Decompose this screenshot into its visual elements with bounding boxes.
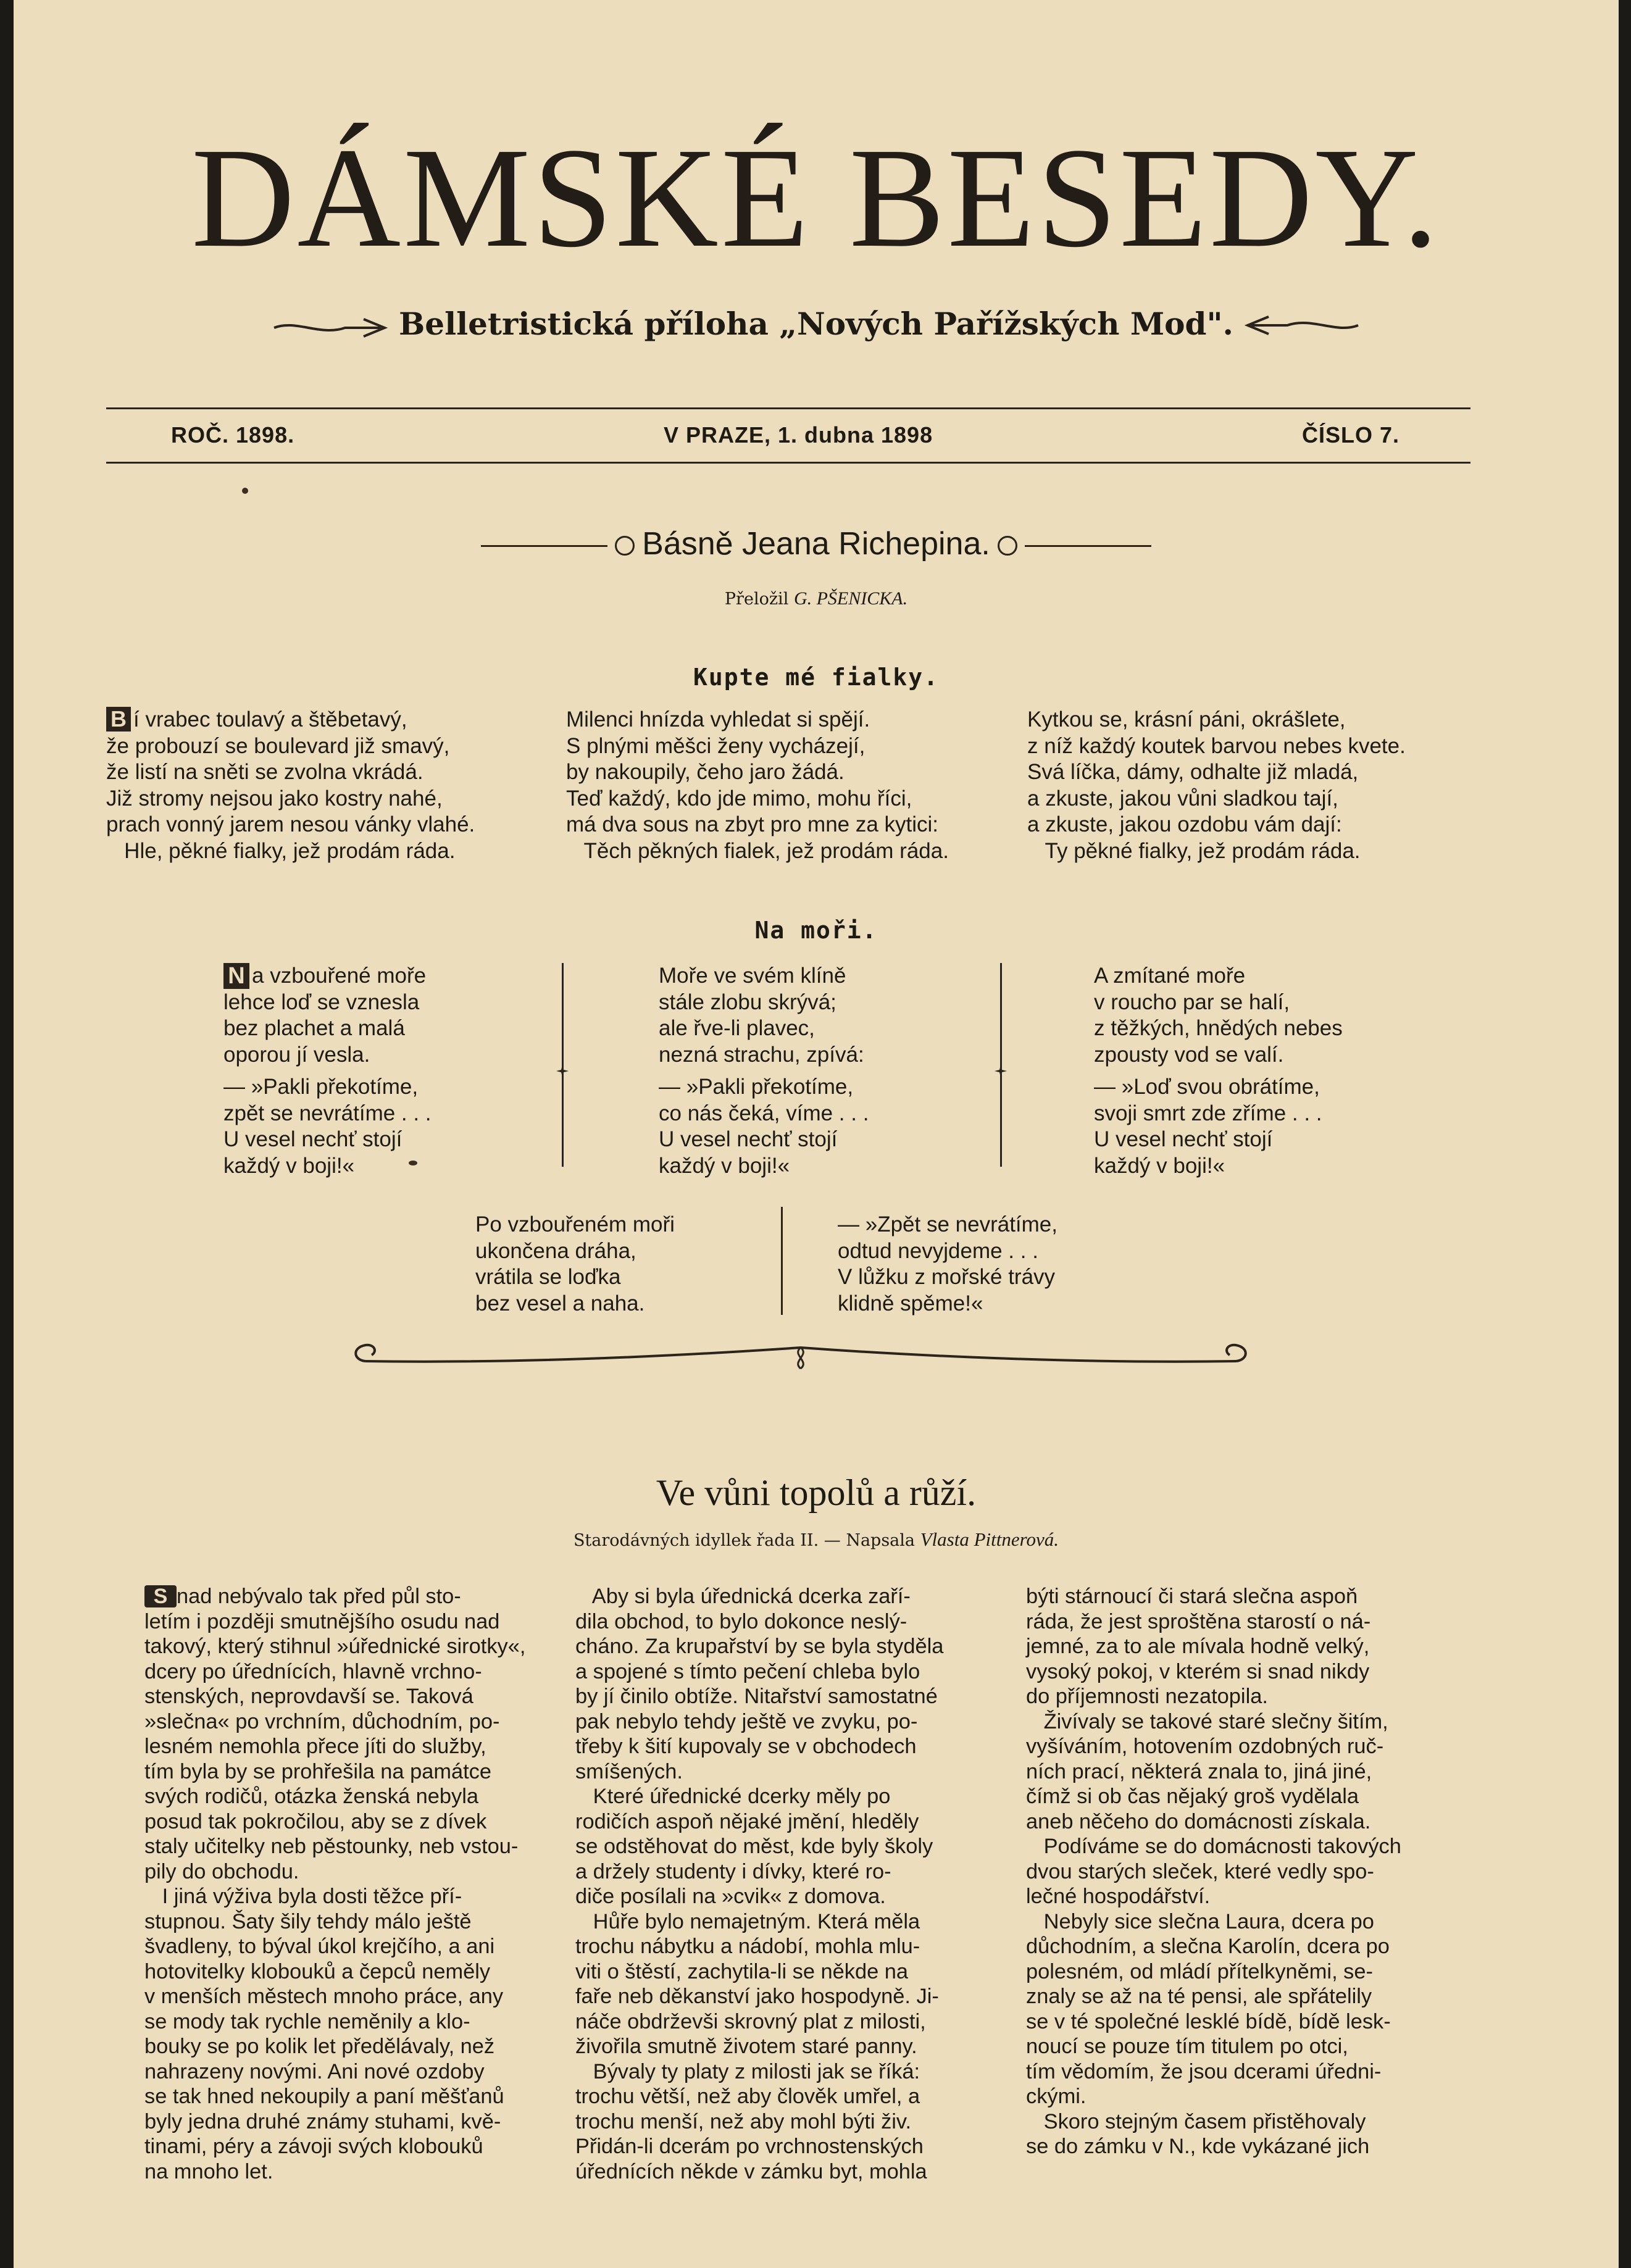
right-arrow-ornament-icon [1244,314,1361,339]
poem1-title: Kupte mé fialky. [693,664,940,691]
subtitle-text: Belletristická příloha „Nových Pařížských Mod". [399,306,1233,342]
poem2-col1-stanza-2: — »Pakli překotíme, zpět se nevrátíme . . . U vesel nechť stojí každý v boji!« [223,1075,432,1178]
poem1-column-2: Milenci hnízda vyhledat si spějí. S plnými měšci ženy vycházejí, by nakoupily, čeho jaro žádá. Teď každý, kdo jde mimo, mohu říci, má dva sous na zbyt pro mne za kytici: Těch pěkných fialek, jež prodám ráda. [566,707,949,863]
translator-label: Přeložil [724,590,789,609]
story-column-3: býti stárnoucí či stará slečna aspoň ráda, že jest sproštěna starostí o ná- jemné, za to ale mívala hodně velký, vysoký pokoj, v kterém si snad nikdy do příjemnosti nezatopila. Živívaly se takové staré slečny šitím, vyšíváním, hotovením ozdobných ruč- ních prací, některá znala to, jiná jiné, čímž si ob čas nějaký groš vydělala aneb něčeho do domácnosti získala. Podíváme se do domácnosti takových dvou starých sleček, které vedly spo- lečné hospodářství. Nebyly sice slečna Laura, dcera po důchodním, a slečna Karolín, dcera po polesném, od mládí přítelkyněmi, se- znaly se až na té pensi, ale spřátelily se v té společné lesklé bídě, bídě lesk- noucí se pouze tím titulem po otci, tím vědomím, že jsou dcerami úředni- ckými. Skoro stejným časem přistěhovaly se do zámku v N., kde vykázané jich [1026,1585,1401,2158]
poem2-column-4: Po vzbouřeném moři ukončena dráha, vrátila se loďka bez vesel a naha. [475,1212,675,1315]
ink-speck [242,488,248,494]
story-subtitle-text: Starodávných idyllek řada II. — Napsala [573,1531,916,1550]
poem1-col1-text: í vrabec toulavý a štěbetavý, že probouzí se boulevard již smavý, že listí na sněti se zvolna vkrádá. Již stromy nejsou jako kostry nahé, prach vonný jarem nesou vánky vlahé. Hle, pěkné fialky, jež prodám ráda. [106,707,475,863]
poems-heading [14,528,1619,560]
story-column-2: Aby si byla úřednická dcerka zaří- dila obchod, to bylo dokonce neslý- cháno. Za krupařství by se byla styděla a spojené s tímto pečení chleba bylo by jí činilo obtíže. Nitařství samostatné pak nebylo tehdy ještě ve zvyku, po- třeby k šití kupovaly se v obchodech smíšených. Které úřednické dcerky měly po rodičích aspoň nějaké jmění, hleděly se odstěhovat do měst, kde byly školy a držely studenty i dívky, které ro- diče posílali na »cvik« z domova. Hůře bylo nemajetným. Která měla trochu nábytku a nádobí, mohla mlu- viti o štěstí, zachytila-li se někde na faře neb děkanství jako hospodyně. Ji- náče obdrževši skrovný plat z milosti, živořila smutně životem staré panny. Bývaly ty platy z milosti jak se říká: trochu větší, než aby člověk umřel, a trochu menší, než aby mohl býti živ. Přidán-li dcerám po vrchnostenských úřednících někde v zámku byt, mohla [575,1585,944,2183]
dropcap-b: B [106,707,131,732]
poem2-column-1 [223,963,426,1068]
circle-ornament-icon [615,536,635,556]
poems-title: Básně Jeana Richepina. [642,526,990,562]
poem2-col3-stanza-2: — »Loď svou obrátíme, svoji smrt zde zříme . . . U vesel nechť stojí každý v boji!« [1094,1075,1322,1178]
divider-star-icon [995,1065,1007,1077]
poem2-column-5: — »Zpět se nevrátíme, odtud nevyjdeme . . . V lůžku z mořské trávy klidně spěme!« [838,1212,1057,1315]
newspaper-page [14,0,1619,2268]
poem2-title: Na moři. [754,917,878,944]
poem1-column-1 [106,707,475,864]
story-author: Vlasta Pittnerová. [920,1528,1059,1550]
story-title: Ve vůni topolů a růží. [656,1472,977,1513]
poem1-column-3: Kytkou se, krásní páni, okrášlete, z níž každý koutek barvou nebes kvete. Svá líčka, dámy, odhalte již mladá, a zkuste, jakou vůni sladkou tají, a zkuste, jakou ozdobu vám dají: Ty pěkné fialky, jež prodám ráda. [1027,707,1406,863]
masthead-title: DÁMSKÉ BESEDY. [191,119,1441,277]
dropcap-s: S [144,1585,177,1607]
left-arrow-ornament-icon [271,314,388,339]
divider-star-icon [556,1065,569,1077]
story-col1-text: nad nebývalo tak před půl sto- letím i později smutnějšího osudu nad takový, který stihnul »úřednické sirotky«, dcery po úřednících, hlavně vrchno- stenských, neprovdavší se. Taková »slečna« po vrchním, důchodním, po- lesném nemohla přece jíti do služby, tím byla by se prohřešila na památce svých rodičů, otázka ženská nebyla posud tak pokročilou, aby se z dívek staly učitelky neb pěstounky, neb vstou- pily do obchodu. I jiná výživa byla dosti těžce pří- stupnou. Šaty šily tehdy málo ještě švadleny, to býval úkol krejčího, a ani hotovitelky klobouků a čepců neměly v menších městech mnoho práce, any se mody tak rychle neměnily a klo- bouky se po kolik let předělávaly, než nahrazeny novými. Ani nové ozdoby se tak hned nekoupily a paní měšťanů byly jedna druhé známy stuhami, kvě- tinami, péry a závoji svých klobouků na mnoho let. [144,1585,526,2183]
place-date-label: V PRAZE, 1. dubna 1898 [663,422,933,448]
masthead-subtitle-row [14,306,1619,342]
header-rule-top [106,407,1470,409]
year-label: ROČ. 1898. [171,422,295,448]
swash-ornament-icon [347,1336,1254,1374]
poem2-divider-3 [781,1207,783,1315]
story-column-1 [144,1584,525,2184]
translator-credit [14,590,1619,608]
circle-ornament-icon [998,536,1017,556]
heading-line-right [1025,545,1151,547]
issue-number-label: ČÍSLO 7. [1301,422,1399,448]
story-subtitle [14,1530,1619,1549]
translator-name: G. PŠENICKA. [793,588,908,609]
poem2-col3-stanza-1: A zmítané moře v roucho par se halí, z těžkých, hnědých nebes zpousty vod se valí. [1094,964,1343,1067]
poem2-col2-stanza-2: — »Pakli překotíme, co nás čeká, víme . . . U vesel nechť stojí každý v boji!« [659,1075,869,1178]
dropcap-n: N [223,963,249,989]
header-rule-bottom [106,462,1470,464]
poem2-col1-stanza-1: a vzbouřené moře lehce loď se vznesla bez plachet a malá oporou jí vesla. [223,964,427,1067]
heading-line-left [481,545,607,547]
dateline [171,420,1399,451]
poem2-col2-stanza-1: Moře ve svém klíně stále zlobu skrývá; ale řve-li plavec, nezná strachu, zpívá: [659,964,864,1067]
ink-speck [409,1161,417,1165]
